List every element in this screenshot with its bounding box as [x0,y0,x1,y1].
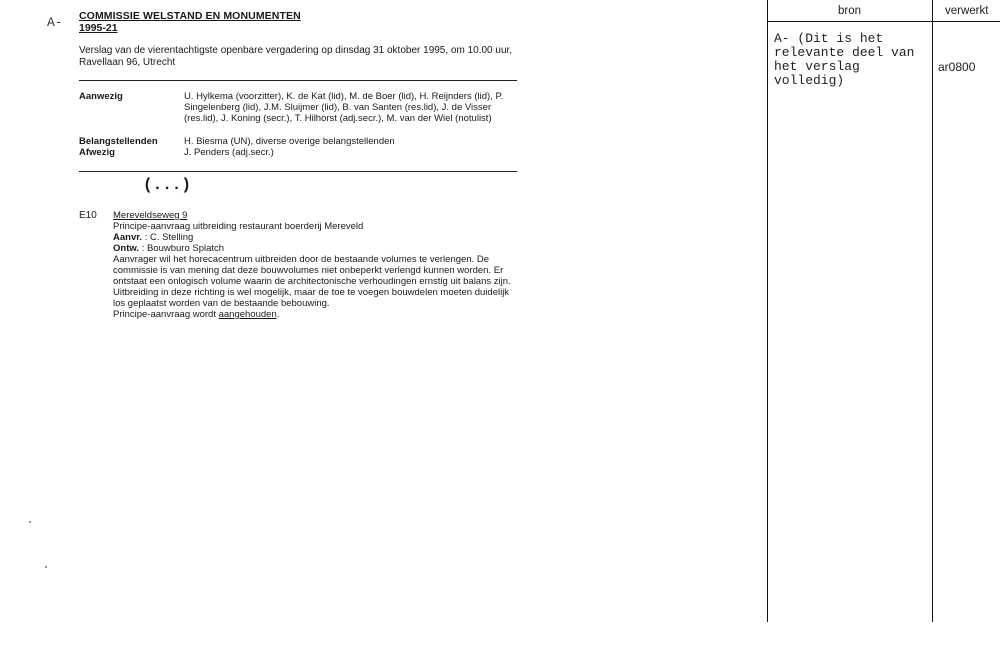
applicant-label: Aanvr. [113,232,143,243]
absent-value: J. Penders (adj.secr.) [184,147,274,158]
present-value: U. Hylkema (voorzitter), K. de Kat (lid), M. de Boer (lid), H. Reijnders (lid), P. Singelenberg (lid), J.M. Sluijmer (lid), B. van Santen (res.lid), J. de Visser (res.lid), J. Koning (secr.), T. Hilhorst (adj.secr.), M. van der Wiel (notulist) [184,91,504,124]
sidebar-column-divider [932,0,933,622]
item-body: Aanvrager wil het horecacentrum uitbreiden door de bestaande volumes te verlengen. De commissie is van mening dat deze bouwvolumes niet onbeperkt verlengd kunnen worden. Er ontstaat een onlogisch volume waarin de architectonische verhoudingen ernstig uit balans zijn. Uitbreiding in deze richting is wel mogelijk, maar de toe te voegen bouwdelen moeten duidelijk los geplaatst worden van de bestaande bebouwing. [113,254,511,309]
margin-mark: A- [47,15,63,30]
present-label: Aanwezig [79,91,123,102]
divider-top [79,80,517,81]
handwritten-note: A- (Dit is het relevante deel van het verslag volledig) [774,31,915,88]
sidebar-header-rule [767,21,1000,22]
item-designer [113,243,513,254]
item-code: E10 [79,210,97,221]
divider-bottom [79,171,517,172]
designer-label: Ontw. [113,243,140,254]
sidebar-border-left [767,0,768,622]
interested-label: Belangstellenden [79,136,158,147]
item-description: Principe-aanvraag uitbreiding restaurant boerderij Mereveld [113,221,364,232]
conclusion-suffix: . [276,309,280,320]
interested-value: H. Biesma (UN), diverse overige belangstellenden [184,136,395,147]
archive-code: ar0800 [938,60,976,74]
omission-mark: (...) [143,176,192,194]
item-applicant [113,232,513,243]
applicant-value: : C. Stelling [144,232,194,243]
conclusion-prefix: Principe-aanvraag wordt [113,309,219,320]
agenda-item [113,210,513,320]
conclusion-status: aangehouden [218,309,277,320]
document-title: COMMISSIE WELSTAND EN MONUMENTEN [79,10,301,22]
column-header-processed: verwerkt [945,5,989,17]
scan-speck [45,566,47,568]
scan-speck [29,521,31,523]
document-number: 1995-21 [79,22,118,34]
absent-label: Afwezig [79,147,115,158]
meeting-intro: Verslag van de vierentachtigste openbare vergadering op dinsdag 31 oktober 1995, om 10.00 uur, Ravellaan 96, Utrecht [79,45,513,68]
column-header-source: bron [838,5,862,17]
designer-value: : Bouwburo Splatch [141,243,225,254]
item-address: Mereveldseweg 9 [113,210,188,221]
item-conclusion [113,309,513,320]
